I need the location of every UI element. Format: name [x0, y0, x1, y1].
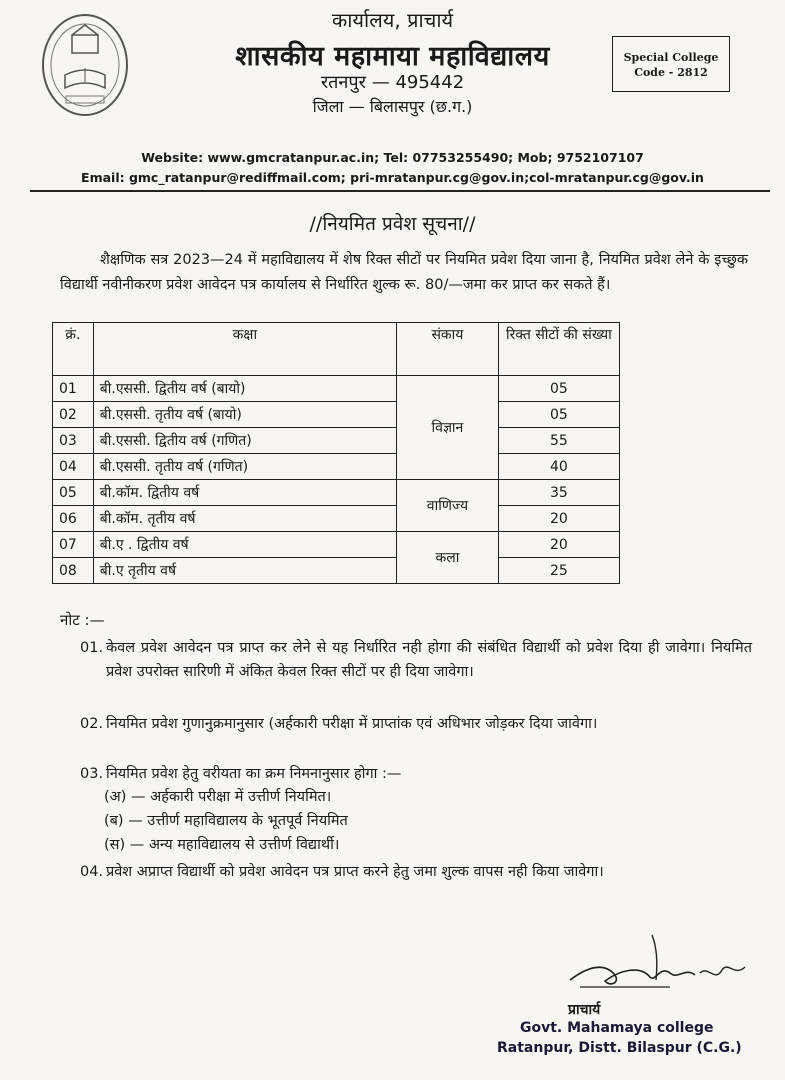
vacant-seats-table — [52, 322, 620, 584]
notice-paragraph: शैक्षणिक सत्र 2023—24 में महाविद्यालय में शेष रिक्त सीटों पर नियमित प्रवेश दिया जाना है, नियमित प्रवेश लेने के इच्छुक विद्यार्थी नवीनीकरण प्रवेश आवेदन पत्र कार्यालय से निर्धारित शुल्क रू. 80/—जमा कर प्राप्त कर सकते हैं। — [60, 252, 748, 293]
cell-seats: 40 — [498, 454, 619, 480]
table-row — [53, 532, 620, 558]
cell-class: बी.कॉम. तृतीय वर्ष — [93, 506, 396, 532]
signature-title: प्राचार्य — [568, 1002, 601, 1018]
cell-sno: 04 — [53, 454, 94, 480]
signature-college: Govt. Mahamaya college — [520, 1020, 714, 1036]
cell-faculty-commerce: वाणिज्य — [397, 480, 499, 532]
table-row — [53, 480, 620, 506]
note-3-number: 03. — [80, 766, 104, 782]
table-row — [53, 558, 620, 584]
cell-sno: 01 — [53, 376, 94, 402]
cell-class: बी.एससी. तृतीय वर्ष (गणित) — [93, 454, 396, 480]
note-3a: (अ) — अर्हकारी परीक्षा में उत्तीर्ण नियमित। — [104, 789, 332, 805]
college-code-box — [612, 36, 730, 92]
note-3c: (स) — अन्य महाविद्यालय से उत्तीर्ण विद्यार्थी। — [104, 837, 340, 853]
cell-seats: 05 — [498, 376, 619, 402]
notice-title: //नियमित प्रवेश सूचना// — [309, 213, 476, 235]
cell-seats: 25 — [498, 558, 619, 584]
header-divider — [30, 190, 770, 192]
office-title: कार्यालय, प्राचार्य — [331, 8, 454, 32]
cell-class: बी.एससी. तृतीय वर्ष (बायो) — [93, 402, 396, 428]
cell-sno: 06 — [53, 506, 94, 532]
table-header-row — [53, 323, 620, 376]
note-3b: (ब) — उत्तीर्ण महाविद्यालय के भूतपूर्व नियमित — [104, 813, 348, 829]
district: जिला — बिलासपुर (छ.ग.) — [312, 97, 473, 116]
note-3 — [80, 762, 752, 786]
table-row — [53, 454, 620, 480]
cell-seats: 05 — [498, 402, 619, 428]
note-1-number: 01. — [80, 640, 104, 656]
note-1-text: केवल प्रवेश आवेदन पत्र प्राप्त कर लेने से यह निर्धारित नही होगा की संबंधित विद्यार्थी को प्रवेश दिया ही जावेगा। नियमित प्रवेश उपरोक्त सारिणी में अंकित केवल रिक्त सीटों पर ही दिया जावेगा। — [106, 640, 752, 680]
principal-signature-icon — [560, 925, 760, 1005]
table-row — [53, 506, 620, 532]
table-row — [53, 428, 620, 454]
cell-class: बी.ए . द्वितीय वर्ष — [93, 532, 396, 558]
cell-seats: 35 — [498, 480, 619, 506]
header-faculty: संकाय — [397, 323, 499, 376]
note-2-text: नियमित प्रवेश गुणानुक्रमानुसार (अर्हकारी परीक्षा में प्राप्तांक एवं अधिभार जोड़कर दिया जावेगा। — [106, 716, 598, 732]
website-contact-line: Website: www.gmcratanpur.ac.in; Tel: 07753255490; Mob; 9752107107 — [141, 150, 644, 165]
code-line-1: Special College — [623, 51, 719, 64]
cell-seats: 20 — [498, 506, 619, 532]
cell-sno: 07 — [53, 532, 94, 558]
cell-class: बी.एससी. द्वितीय वर्ष (गणित) — [93, 428, 396, 454]
header-sno: क्रं. — [53, 323, 94, 376]
table-row — [53, 402, 620, 428]
note-2-number: 02. — [80, 716, 104, 732]
cell-faculty-science: विज्ञान — [397, 376, 499, 480]
header-class: कक्षा — [93, 323, 396, 376]
header-seats: रिक्त सीटों की संख्या — [498, 323, 619, 376]
cell-sno: 08 — [53, 558, 94, 584]
table-row — [53, 376, 620, 402]
cell-sno: 05 — [53, 480, 94, 506]
note-4 — [80, 860, 752, 884]
cell-class: बी.एससी. द्वितीय वर्ष (बायो) — [93, 376, 396, 402]
notes-label: नोट :— — [60, 611, 105, 629]
cell-seats: 55 — [498, 428, 619, 454]
code-line-2: Code - 2812 — [634, 66, 708, 79]
cell-sno: 02 — [53, 402, 94, 428]
town-pincode: रतनपुर — 495442 — [320, 72, 465, 93]
signature-place: Ratanpur, Distt. Bilaspur (C.G.) — [497, 1040, 742, 1056]
cell-class: बी.कॉम. द्वितीय वर्ष — [93, 480, 396, 506]
college-name: शासकीय महामाया महाविद्यालय — [235, 41, 550, 72]
cell-seats: 20 — [498, 532, 619, 558]
cell-sno: 03 — [53, 428, 94, 454]
note-2 — [80, 712, 752, 736]
cell-class: बी.ए तृतीय वर्ष — [93, 558, 396, 584]
note-1 — [80, 636, 752, 684]
note-4-text: प्रवेश अप्राप्त विद्यार्थी को प्रवेश आवेदन पत्र प्राप्त करने हेतु जमा शुल्क वापस नही किया जावेगा। — [106, 864, 604, 880]
email-contact-line: Email: gmc_ratanpur@rediffmail.com; pri-mratanpur.cg@gov.in;col-mratanpur.cg@gov.in — [81, 170, 704, 185]
cell-faculty-arts: कला — [397, 532, 499, 584]
note-3-text: नियमित प्रवेश हेतु वरीयता का क्रम निमनानुसार होगा :— — [106, 766, 402, 782]
note-4-number: 04. — [80, 864, 104, 880]
